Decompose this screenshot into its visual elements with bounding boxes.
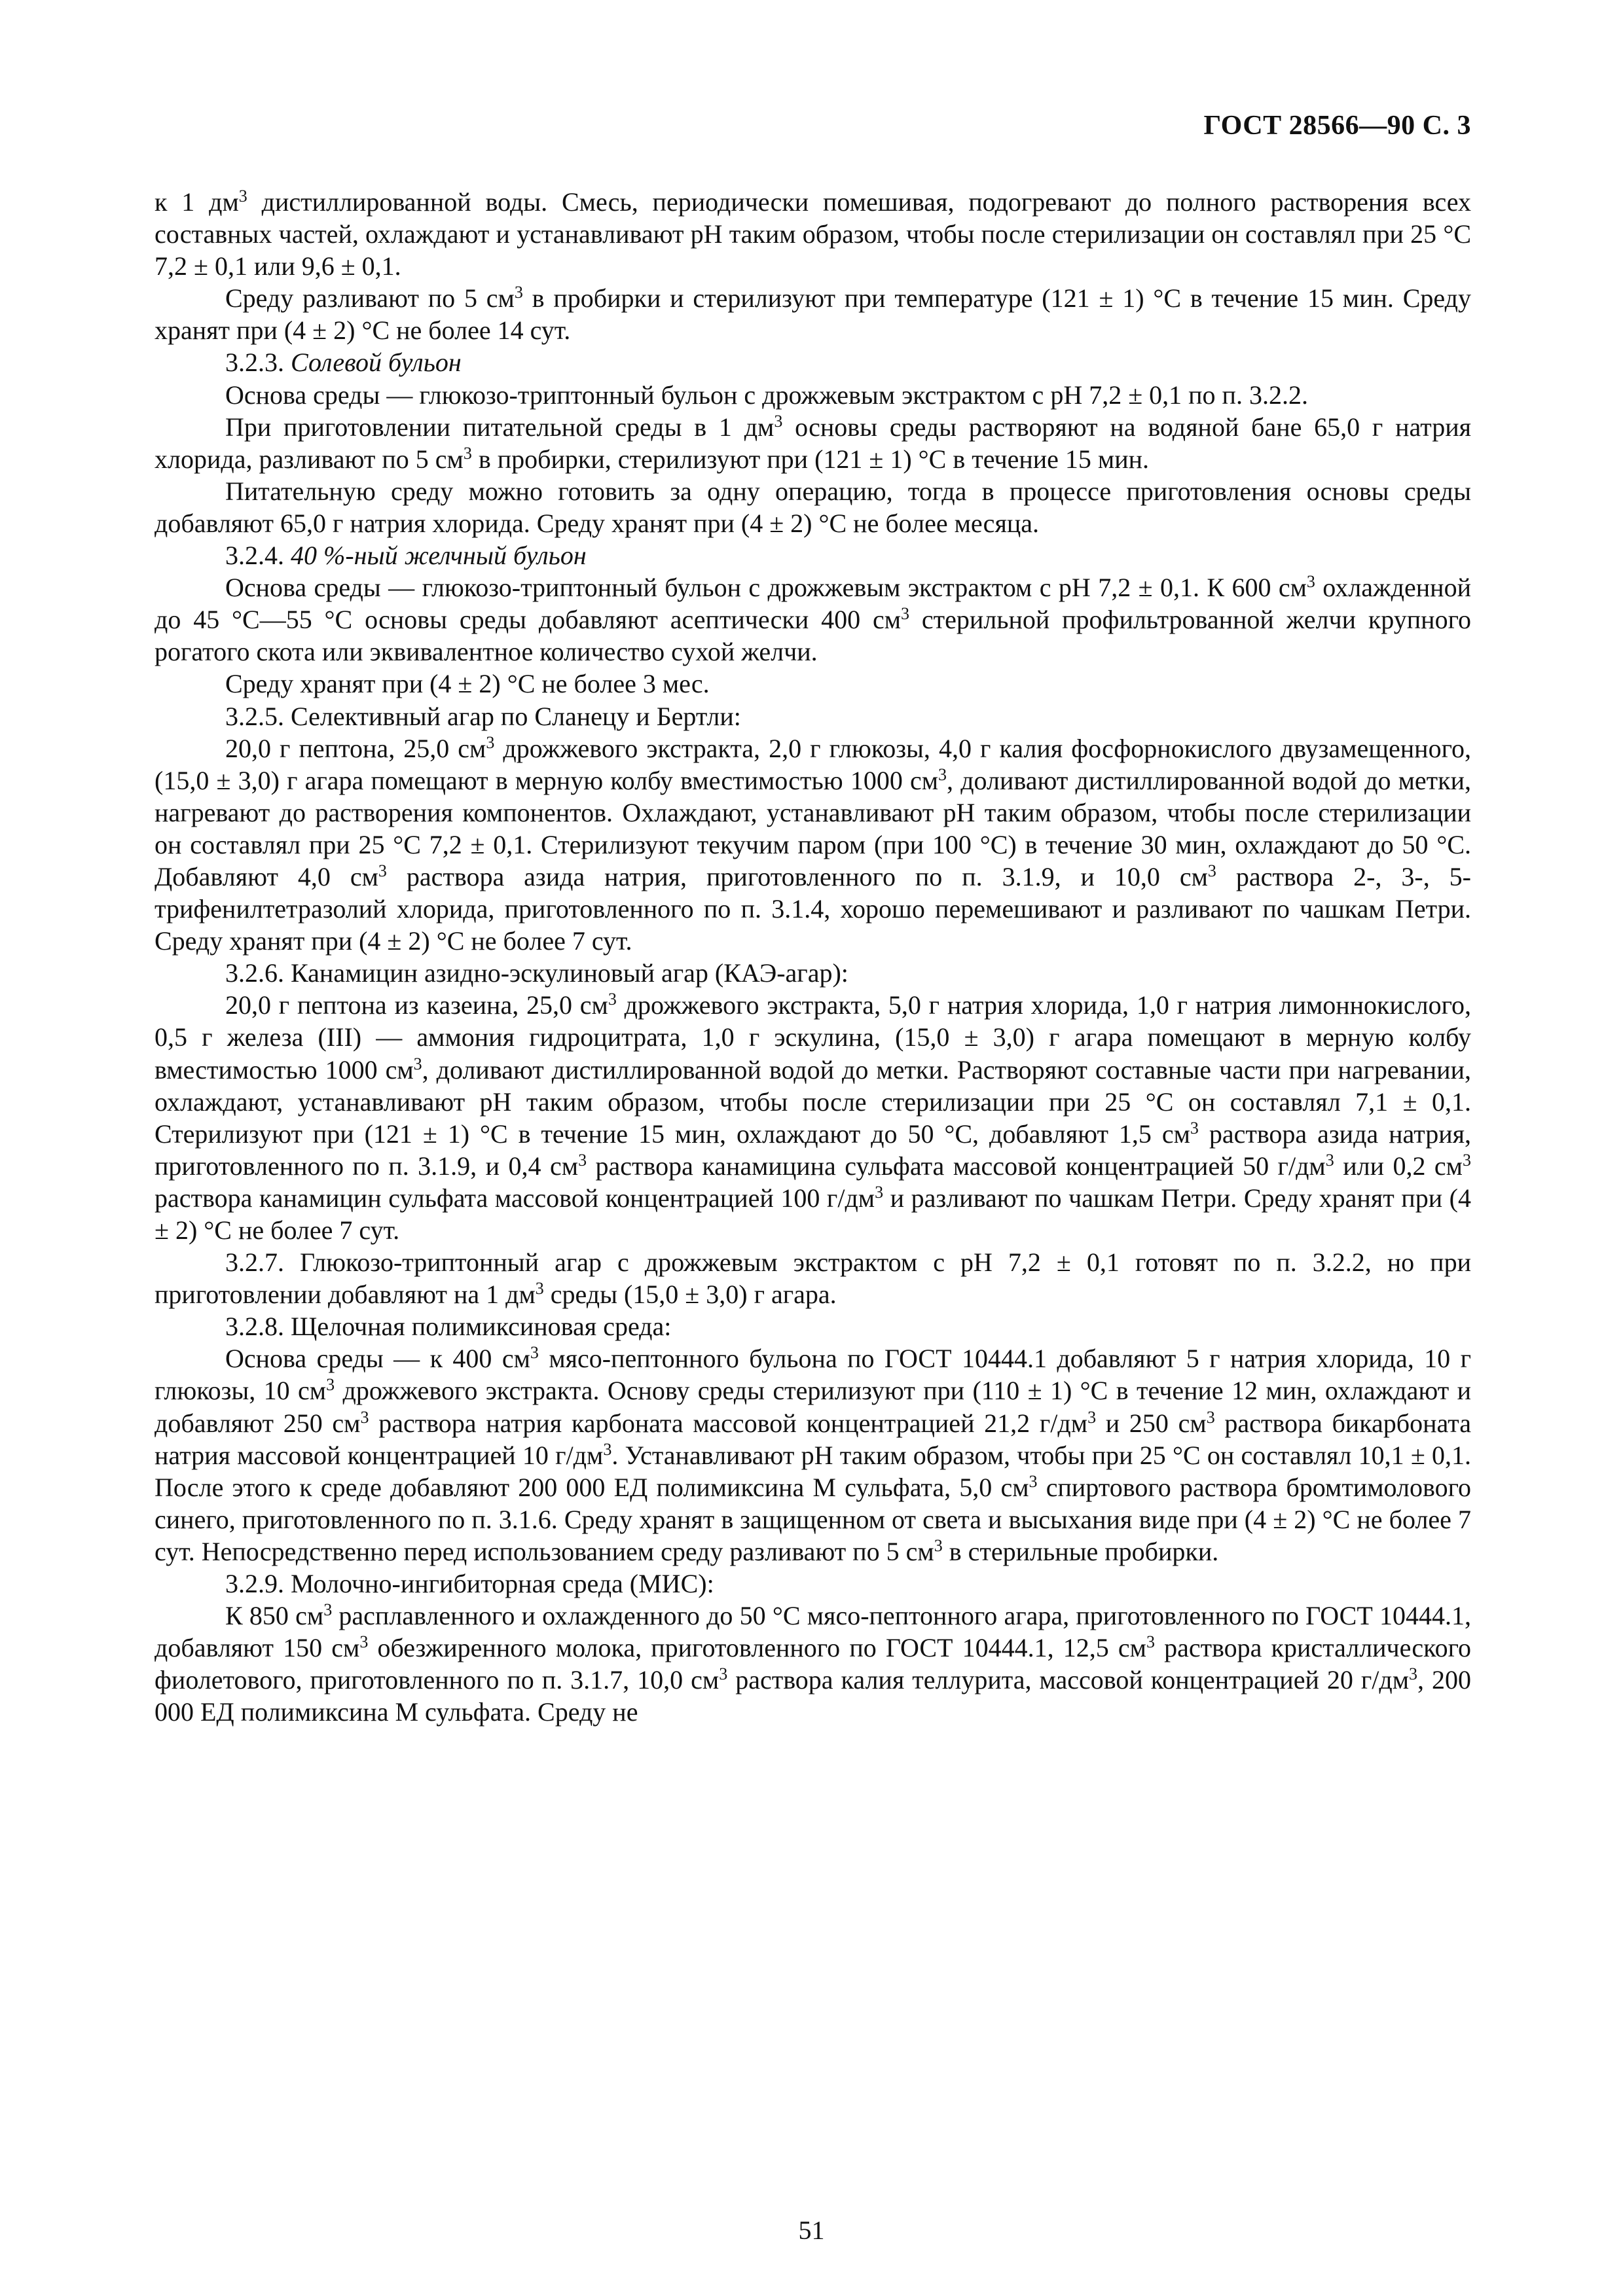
text-run: дистиллированной воды. Смесь, периодически помешивая, подогревают до полного растворения всех составных частей, охлаждают и устанавливают рН таким образом, чтобы после стерилизации он составлял при 25 °С 7,2 ± 0,1 или 9,6 ± 0,1. (155, 187, 1471, 281)
text-run: и 250 см (1096, 1408, 1207, 1438)
document-body (155, 186, 1471, 1729)
page-header: ГОСТ 28566—90 С. 3 (1203, 111, 1471, 141)
text-run: 3.2.6. Канамицин азидно-эскулиновый агар (КАЭ-агар): (225, 958, 848, 988)
text-run: в стерильные пробирки. (942, 1536, 1219, 1566)
text-run: или 0,2 см (1334, 1151, 1463, 1181)
text-run: 3.2.4. (225, 541, 291, 571)
superscript: 3 (326, 1375, 335, 1395)
superscript: 3 (1029, 1471, 1038, 1491)
text-run: спиртового раствора бромтимолового синего, приготовленного по п. 3.1.6. Среду хранят в защищенном от света и высыхания виде при (4 ± 2) °С не более 7 сут. Непосредственно перед использованием среду разливают по 5 см (155, 1472, 1471, 1566)
text-run: При приготовлении питательной среды в 1 дм (225, 412, 775, 442)
paragraph-p05 (155, 411, 1471, 475)
text-run: обезжиренного молока, приготовленного по ГОСТ 10444.1, 12,5 см (368, 1633, 1146, 1663)
text-run: , доливают дистиллированной водой до метки. Растворяют составные части при нагревании, охлаждают, устанавливают рН таким образом, чтобы после стерилизации при 25 °С он составлял 7,1 ± 0,1. Стерилизуют при (121 ± 1) °С в течение 15 мин, охлаждают до 50 °С, добавляют 1,5 см (155, 1054, 1471, 1149)
text-run: раствора 2-, 3-, 5-трифенилтетразолий хлорида, приготовленного по п. 3.1.4, хорошо перемешивают и разливают по чашкам Петри. Среду хранят при (4 ± 2) °С не более 7 сут. (155, 861, 1471, 956)
superscript: 3 (938, 764, 947, 784)
superscript: 3 (1325, 1150, 1334, 1170)
superscript: 3 (934, 1535, 943, 1555)
superscript: 3 (360, 1407, 369, 1427)
section-title-italic: 40 %-ный желчный бульон (291, 541, 587, 571)
superscript: 3 (1207, 861, 1216, 880)
paragraph-p04 (155, 379, 1471, 411)
text-run: , 200 000 ЕД полимиксина М сульфата. Среду не (155, 1665, 1471, 1727)
superscript: 3 (875, 1182, 884, 1202)
paragraph-p10 (155, 700, 1471, 732)
superscript: 3 (1087, 1407, 1097, 1427)
text-run: к 1 дм (155, 187, 239, 217)
text-run: 20,0 г пептона из казеина, 25,0 см (225, 990, 608, 1020)
superscript: 3 (359, 1632, 369, 1652)
superscript: 3 (1146, 1632, 1155, 1652)
text-run: . Устанавливают рН таким образом, чтобы при 25 °С он составлял 10,1 ± 0,1. После этого к среде добавляют 200 000 ЕД полимиксина М сульфата, 5,0 см (155, 1440, 1471, 1502)
text-run: раствора канамицина сульфата массовой концентрацией 50 г/дм (587, 1151, 1326, 1181)
superscript: 3 (1306, 572, 1315, 592)
superscript: 3 (1190, 1118, 1199, 1138)
text-run: основы среды растворяют на водяной бане 65,0 г натрия хлорида, разливают по 5 см (155, 412, 1471, 474)
paragraph-p14 (155, 1246, 1471, 1310)
text-run: раствора азида натрия, приготовленного по п. 3.1.9, и 0,4 см (155, 1119, 1471, 1181)
paragraph-p17 (155, 1568, 1471, 1600)
text-run: Среду хранят при (4 ± 2) °С не более 3 мес. (225, 669, 710, 699)
superscript: 3 (608, 990, 617, 1009)
text-run: мясо-пептонного бульона по ГОСТ 10444.1 добавляют 5 г натрия хлорида, 10 г глюкозы, 10 см (155, 1344, 1471, 1406)
paragraph-p02 (155, 282, 1471, 346)
text-run: Среду разливают по 5 см (225, 283, 515, 314)
text-run: расплавленного и охлажденного до 50 °С мясо-пептонного агара, приготовленного по ГОСТ 10444.1, добавляют 150 см (155, 1601, 1471, 1663)
superscript: 3 (378, 861, 387, 880)
text-run: раствора натрия карбоната массовой концентрацией 21,2 г/дм (369, 1408, 1088, 1438)
superscript: 3 (603, 1439, 612, 1459)
paragraph-p03 (155, 346, 1471, 378)
text-run: Питательную среду можно готовить за одну операцию, тогда в процессе приготовления основы среды добавляют 65,0 г натрия хлорида. Среду хранят при (4 ± 2) °С не более месяца. (155, 476, 1471, 538)
text-run: 20,0 г пептона, 25,0 см (225, 733, 486, 763)
paragraph-p11 (155, 732, 1471, 958)
superscript: 3 (578, 1150, 587, 1170)
superscript: 3 (535, 1279, 544, 1299)
superscript: 3 (1409, 1664, 1418, 1684)
text-run: в пробирки, стерилизуют при (121 ± 1) °С в течение 15 мин. (471, 444, 1150, 474)
text-run: , доливают дистиллированной водой до метки, нагревают до растворения компонентов. Охлаждают, устанавливают рН таким образом, чтобы после стерилизации он составлял при 25 °С 7,2 ± 0,1. Стерилизуют текучим паром (при 100 °С) в течение 30 мин, охлаждают до 50 °С. Добавляют 4,0 см (155, 765, 1471, 891)
paragraph-p13 (155, 989, 1471, 1246)
superscript: 3 (530, 1343, 539, 1363)
superscript: 3 (463, 443, 472, 463)
paragraph-p18 (155, 1600, 1471, 1728)
superscript: 3 (514, 283, 523, 302)
text-run: стерильной профильтрованной желчи крупного рогатого скота или эквивалентное количество сухой желчи. (155, 605, 1471, 667)
text-run: 3.2.7. Глюкозо-триптонный агар с дрожжевым экстрактом с рН 7,2 ± 0,1 готовят по п. 3.2.2, но при приготовлении добавляют на 1 дм (155, 1247, 1471, 1310)
text-run: и разливают по чашкам Петри. Среду хранят при (4 ± 2) °С не более 7 сут. (155, 1183, 1471, 1245)
text-run: 3.2.3. (225, 348, 291, 378)
text-run: К 850 см (225, 1601, 324, 1631)
paragraph-p12 (155, 957, 1471, 989)
text-run: раствора канамицин сульфата массовой концентрацией 100 г/дм (155, 1183, 875, 1213)
superscript: 3 (1206, 1407, 1215, 1427)
text-run: охлажденной до 45 °С—55 °С основы среды добавляют асептически 400 см (155, 573, 1471, 635)
text-run: в пробирки и стерилизуют при температуре (121 ± 1) °С в течение 15 мин. Среду хранят при (4 ± 2) °С не более 14 сут. (155, 283, 1471, 346)
text-run: раствора азида натрия, приготовленного по п. 3.1.9, и 10,0 см (386, 861, 1208, 891)
paragraph-p09 (155, 668, 1471, 700)
text-run: Основа среды — к 400 см (225, 1344, 530, 1374)
text-run: Основа среды — глюкозо-триптонный бульон с дрожжевым экстрактом с рН 7,2 ± 0,1. К 600 см (225, 573, 1307, 603)
paragraph-p15 (155, 1310, 1471, 1342)
text-run: дрожжевого экстракта. Основу среды стерилизуют при (110 ± 1) °С в течение 12 мин, охлаждают и добавляют 250 см (155, 1376, 1471, 1438)
paragraph-p07 (155, 539, 1471, 571)
text-run: раствора калия теллурита, массовой концентрацией 20 г/дм (727, 1665, 1410, 1695)
text-run: 3.2.5. Селективный агар по Сланецу и Бертли: (225, 701, 741, 731)
text-run: 3.2.9. Молочно-ингибиторная среда (МИС): (225, 1569, 714, 1599)
paragraph-p16 (155, 1342, 1471, 1568)
text-run: раствора кристаллического фиолетового, приготовленного по п. 3.1.7, 10,0 см (155, 1633, 1471, 1695)
paragraph-p01 (155, 186, 1471, 282)
paragraph-p06 (155, 475, 1471, 539)
superscript: 3 (719, 1664, 728, 1684)
paragraph-p08 (155, 571, 1471, 668)
superscript: 3 (901, 604, 910, 624)
text-run: дрожжевого экстракта, 5,0 г натрия хлорида, 1,0 г натрия лимоннокислого, 0,5 г железа (III) — аммония гидроцитрата, 1,0 г эскулина, (15,0 ± 3,0) г агара помещают в мерную колбу вместимостью 1000 см (155, 990, 1472, 1085)
superscript: 3 (774, 411, 783, 431)
superscript: 3 (238, 187, 247, 206)
superscript: 3 (323, 1600, 333, 1620)
text-run: 3.2.8. Щелочная полимиксиновая среда: (225, 1312, 672, 1342)
text-run: Основа среды — глюкозо-триптонный бульон с дрожжевым экстрактом с рН 7,2 ± 0,1 по п. 3.2.2. (225, 380, 1308, 410)
section-title-italic: Солевой бульон (291, 348, 462, 378)
text-run: дрожжевого экстракта, 2,0 г глюкозы, 4,0 г калия фосфорнокислого двузамещенного, (15,0 ± 3,0) г агара помещают в мерную колбу вместимостью 1000 см (155, 733, 1471, 795)
superscript: 3 (486, 732, 495, 752)
text-run: раствора бикарбоната натрия массовой концентрацией 10 г/дм (155, 1408, 1471, 1470)
superscript: 3 (413, 1054, 422, 1073)
superscript: 3 (1463, 1150, 1471, 1170)
text-run: среды (15,0 ± 3,0) г агара. (543, 1280, 837, 1310)
page-number: 51 (798, 2215, 825, 2245)
